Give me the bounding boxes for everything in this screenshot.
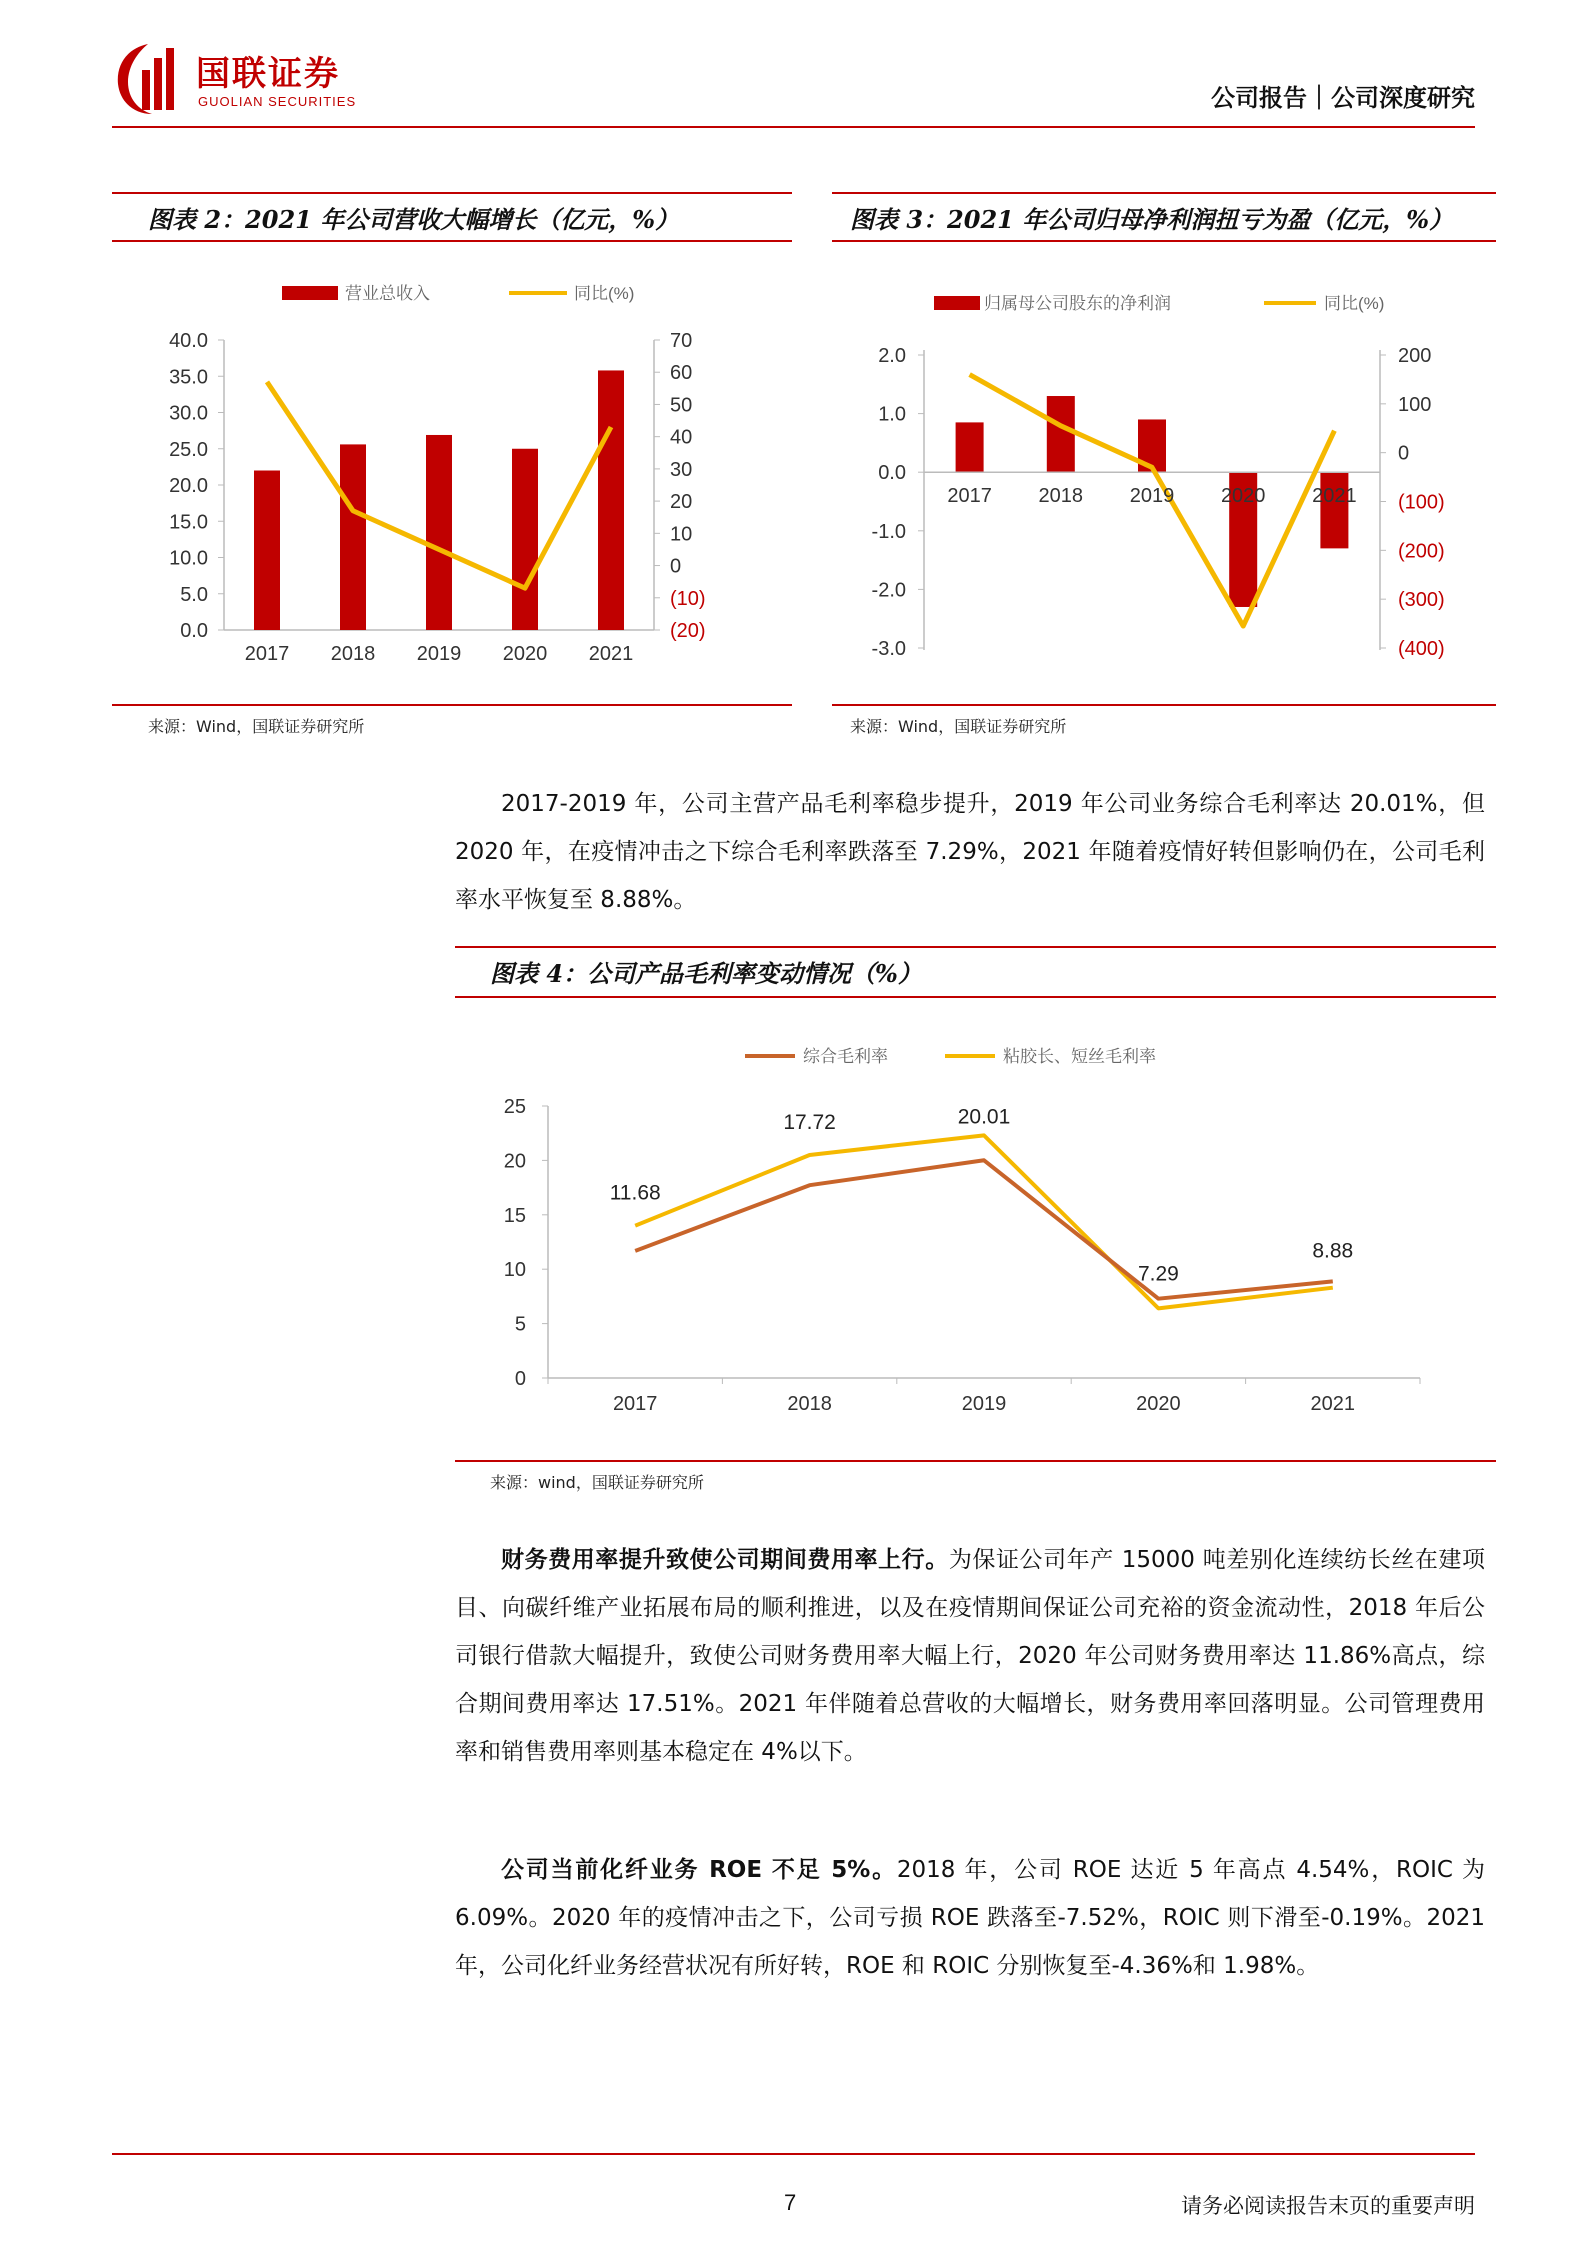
fig3-cap-rule xyxy=(832,240,1496,242)
fig4-y-tick: 10 xyxy=(503,1259,526,1282)
fig3-source: 来源：Wind，国联证券研究所 xyxy=(850,717,1067,736)
paragraph-2 xyxy=(455,1536,1485,1776)
fig2-left-tick: 10.0 xyxy=(169,547,208,570)
fig2-left-tick: 25.0 xyxy=(169,438,208,461)
fig2-right-tick: 70 xyxy=(670,330,693,352)
footer-rule xyxy=(112,2153,1475,2155)
fig2-source: 来源：Wind，国联证券研究所 xyxy=(148,717,365,736)
paragraph-2-lead: 财务费用率提升致使公司期间费用率上行。 xyxy=(501,1547,949,1573)
fig2-left-ticks xyxy=(169,330,224,642)
fig2-left-tick: 30.0 xyxy=(169,402,208,425)
logo-mark-icon xyxy=(112,40,184,118)
fig2-cap-rule xyxy=(112,240,792,242)
fig4-category-label: 2020 xyxy=(1136,1393,1181,1415)
fig2-left-tick: 20.0 xyxy=(169,475,208,497)
fig4-data-label: 20.01 xyxy=(957,1105,1011,1129)
logo-en: GUOLIAN SECURITIES xyxy=(198,94,357,109)
fig4-top-rule xyxy=(455,946,1496,948)
fig3-legend-bar-label: 归属母公司股东的净利润 xyxy=(984,294,1171,313)
fig3-right-tick: (200) xyxy=(1398,540,1445,563)
fig4-y-ticks xyxy=(504,1096,548,1390)
fig3-left-tick: -2.0 xyxy=(871,579,906,602)
fig2-legend-bar-swatch xyxy=(282,286,338,300)
fig2-left-tick: 15.0 xyxy=(169,511,208,534)
fig4-data-label: 17.72 xyxy=(783,1110,836,1134)
fig4-y-tick: 0 xyxy=(514,1368,526,1390)
fig4-category-label: 2019 xyxy=(961,1393,1007,1415)
fig2-category-label: 2018 xyxy=(330,643,376,665)
fig3-bar xyxy=(1047,396,1075,472)
fig2-category-label: 2021 xyxy=(588,643,634,665)
fig3-chart xyxy=(832,250,1496,690)
fig3-bar xyxy=(1320,472,1348,548)
fig3-right-tick: 100 xyxy=(1398,393,1432,416)
fig2-left-tick: 35.0 xyxy=(169,366,208,389)
footer-disclaimer: 请务必阅读报告末页的重要声明 xyxy=(1181,2194,1475,2218)
page-number: 7 xyxy=(784,2190,797,2215)
fig3-category-label: 2017 xyxy=(947,485,992,508)
fig3-bar xyxy=(956,422,984,472)
fig4-y-tick: 5 xyxy=(514,1313,526,1336)
fig3-left-tick: -1.0 xyxy=(871,520,906,543)
fig3-legend xyxy=(934,294,1384,313)
fig4-caption: 图表 4：公司产品毛利率变动情况（%） xyxy=(490,959,922,988)
report-type: 公司报告｜公司深度研究 xyxy=(1211,84,1475,112)
fig2-right-tick: 40 xyxy=(670,426,693,449)
fig3-category-label: 2021 xyxy=(1312,485,1357,508)
fig3-legend-line-label: 同比(%) xyxy=(1324,294,1385,313)
header-rule xyxy=(112,126,1475,128)
fig2-bar xyxy=(512,449,538,630)
fig3-right-tick: 0 xyxy=(1398,442,1410,465)
fig4-category-label: 2017 xyxy=(612,1393,658,1415)
fig4-y-tick: 15 xyxy=(503,1204,526,1227)
fig2-category-label: 2020 xyxy=(502,643,548,665)
logo-cn: 国联证券 xyxy=(196,54,340,94)
fig2-right-tick: 0 xyxy=(670,555,682,578)
fig3-category-label: 2018 xyxy=(1038,485,1084,508)
fig2-top-rule xyxy=(112,192,792,194)
fig3-bottom-rule xyxy=(832,704,1496,706)
fig2-left-tick: 0.0 xyxy=(180,620,208,642)
fig3-right-tick: (300) xyxy=(1398,589,1445,612)
fig3-top-rule xyxy=(832,192,1496,194)
paragraph-2-text: 为保证公司年产 15000 吨差别化连续纺长丝在建项目、向碳纤维产业拓展布局的顺利推进，以及在疫情期间保证公司充裕的资金流动性，2018 年后公司银行借款大幅提升，致使公司财务费用率大幅上行，2020 年公司财务费用率达 11.86%高点，综合期间费用率达 17.51%。2021 年伴随着总营收的大幅增长，财务费用率回落明显。公司管理费用率和销售费用率则基本稳定在 4%以下。 xyxy=(455,1547,1486,1765)
fig2-legend xyxy=(282,284,634,303)
fig3-left-tick: 0.0 xyxy=(878,462,906,485)
fig3-right-tick: (400) xyxy=(1398,638,1445,660)
fig2-category-label: 2019 xyxy=(416,643,462,665)
fig2-bottom-rule xyxy=(112,704,792,706)
fig4-data-label: 8.88 xyxy=(1312,1239,1354,1263)
fig3-caption: 图表 3：2021 年公司归母净利润扭亏为盈（亿元，%） xyxy=(850,205,1454,234)
fig4-source: 来源：wind，国联证券研究所 xyxy=(490,1473,704,1492)
paragraph-1 xyxy=(455,780,1485,924)
fig4-bottom-rule xyxy=(455,1460,1496,1462)
paragraph-3 xyxy=(455,1846,1485,1990)
fig4-category-label: 2018 xyxy=(787,1393,832,1415)
fig4-chart xyxy=(455,1006,1496,1446)
fig4-composite-line xyxy=(635,1160,1333,1298)
fig2-bar xyxy=(340,444,366,630)
fig3-left-tick: 1.0 xyxy=(878,403,906,426)
paragraph-3-lead: 公司当前化纤业务 ROE 不足 5%。 xyxy=(501,1857,897,1883)
fig2-bar xyxy=(254,471,280,631)
fig4-data-label: 7.29 xyxy=(1137,1262,1179,1286)
fig4-legend xyxy=(745,1047,1156,1066)
fig3-legend-bar-swatch xyxy=(934,296,980,310)
fig3-left-tick: -3.0 xyxy=(871,638,906,660)
fig2-right-tick: 60 xyxy=(670,362,693,385)
fig4-category-label: 2021 xyxy=(1310,1393,1356,1415)
fig2-caption: 图表 2：2021 年公司营收大幅增长（亿元，%） xyxy=(148,205,680,234)
fig2-right-tick: (20) xyxy=(670,620,706,642)
fig2-left-tick: 40.0 xyxy=(169,330,208,352)
fig4-legend-composite-label: 综合毛利率 xyxy=(803,1047,888,1066)
logo xyxy=(112,40,412,120)
fig2-chart xyxy=(112,250,792,690)
fig2-bar xyxy=(598,370,624,630)
fig2-right-tick: (10) xyxy=(670,587,706,610)
fig2-legend-bar-label: 营业总收入 xyxy=(345,284,430,303)
fig2-left-tick: 5.0 xyxy=(180,583,208,606)
fig3-category-label: 2019 xyxy=(1129,485,1175,508)
fig4-y-tick: 20 xyxy=(503,1150,526,1173)
fig4-cap-rule xyxy=(455,996,1496,998)
fig3-right-tick: (100) xyxy=(1398,491,1445,514)
fig2-right-ticks xyxy=(654,330,706,642)
fig2-right-tick: 20 xyxy=(670,491,693,514)
fig2-category-label: 2017 xyxy=(244,643,290,665)
paragraph-1-text: 2017-2019 年，公司主营产品毛利率稳步提升，2019 年公司业务综合毛利率达 20.01%，但 2020 年，在疫情冲击之下综合毛利率跌落至 7.29%，2021 年随着疫情好转但影响仍在，公司毛利率水平恢复至 8.88%。 xyxy=(455,791,1485,913)
fig3-category-label: 2020 xyxy=(1220,485,1266,508)
fig3-left-ticks xyxy=(872,345,924,660)
fig4-data-label: 11.68 xyxy=(609,1181,661,1205)
fig3-right-ticks xyxy=(1380,345,1445,660)
fig3-left-tick: 2.0 xyxy=(878,345,906,367)
fig2-right-tick: 10 xyxy=(670,523,693,546)
fig2-legend-line-label: 同比(%) xyxy=(574,284,635,303)
fig2-right-tick: 30 xyxy=(670,458,693,481)
fig4-legend-viscose-label: 粘胶长、短丝毛利率 xyxy=(1003,1047,1156,1066)
paragraph-3-text: 2018 年，公司 ROE 达近 5 年高点 4.54%，ROIC 为 6.09%。2020 年的疫情冲击之下，公司亏损 ROE 跌落至-7.52%，ROIC 则下滑至-0.19%。2021 年，公司化纤业务经营状况有所好转，ROE 和 ROIC 分别恢复至-4.36%和 1.98%。 xyxy=(455,1857,1486,1979)
fig2-right-tick: 50 xyxy=(670,394,693,417)
fig3-right-tick: 200 xyxy=(1398,345,1432,367)
fig2-bar xyxy=(426,435,452,630)
fig4-y-tick: 25 xyxy=(503,1096,526,1118)
